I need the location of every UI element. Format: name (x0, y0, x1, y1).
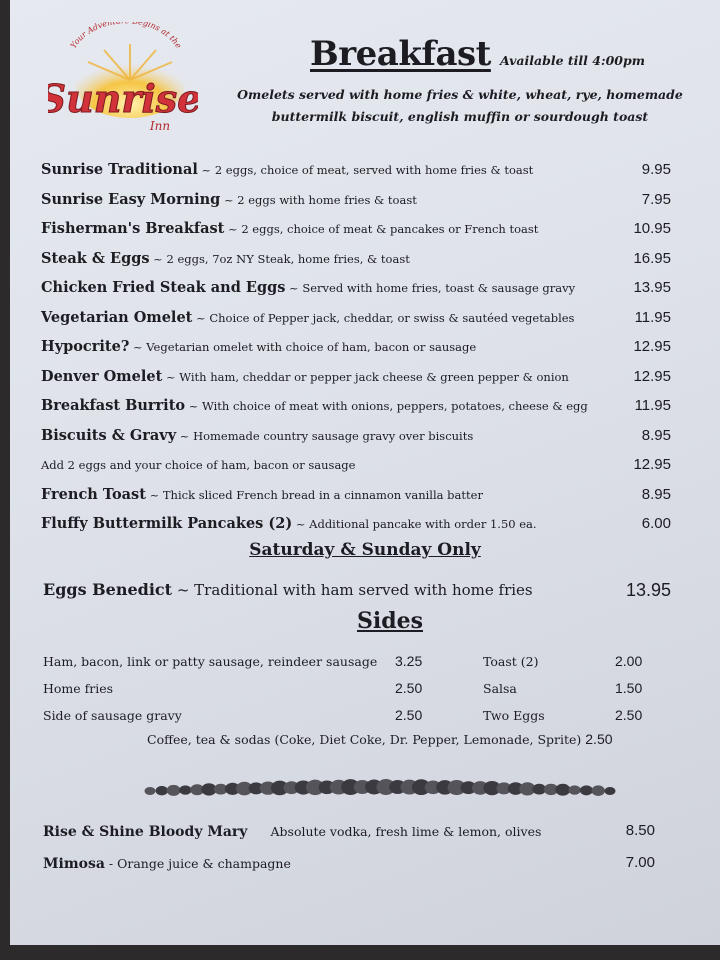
drinks-text: Coffee, tea & sodas (Coke, Diet Coke, Dr. Pepper, Lemonade, Sprite) (147, 732, 582, 747)
item-desc: ~ 2 eggs, 7oz NY Steak, home fries, & toast (149, 251, 410, 266)
side-price: 2.50 (615, 707, 643, 723)
item-price: 8.95 (641, 426, 671, 444)
item-desc: ~ With ham, cheddar or pepper jack cheese & green pepper & onion (162, 369, 569, 384)
item-desc: ~ 2 eggs, choice of meat, served with home fries & toast (197, 163, 534, 177)
side-price: 2.00 (615, 653, 643, 669)
item-price: 11.95 (634, 308, 671, 326)
bead (591, 785, 604, 795)
item-price: 6.00 (641, 515, 671, 532)
item-desc: ~ Served with home fries, toast & sausage gravy (285, 281, 576, 295)
item-name: Hypocrite? (41, 338, 130, 355)
item-price: 8.95 (641, 485, 671, 503)
menu-item (41, 480, 671, 510)
menu-item (41, 391, 671, 421)
item-price: 16.95 (633, 249, 671, 267)
bead (156, 786, 168, 795)
item-desc: Add 2 eggs and your choice of ham, bacon or sausage (41, 458, 356, 472)
breakfast-menu (41, 155, 671, 539)
cocktail-item (43, 847, 655, 879)
item-name: Sunrise Traditional (41, 161, 198, 178)
item-name: Chicken Fried Steak and Eggs (41, 279, 286, 296)
logo-tagline: Your Adven egins at the (68, 22, 184, 50)
item-name: Steak & Eggs (41, 249, 150, 267)
side-price: 2.50 (395, 680, 423, 696)
cocktail-item (43, 815, 655, 847)
side-name: Two Eggs (483, 708, 545, 723)
bead (568, 785, 580, 794)
cocktail-name: Rise & Shine Bloody Mary (43, 824, 248, 840)
side-row (43, 648, 683, 675)
logo-name: Sunrise (48, 76, 198, 121)
cocktail-price: 7.00 (625, 854, 655, 871)
item-desc: ~ Choice of Pepper jack, cheddar, or swiss & sautéed vegetables (192, 310, 575, 325)
item-name: Biscuits & Gravy (41, 426, 177, 444)
item-price: 11.95 (634, 397, 671, 414)
availability-note: Available till 4:00pm (499, 53, 645, 68)
bead (580, 785, 593, 795)
item-price: 12.95 (633, 338, 671, 355)
item-price: 9.95 (641, 161, 671, 178)
bead (179, 785, 191, 794)
item-desc: ~ 2 eggs with home fries & toast (220, 192, 417, 207)
menu-item (41, 450, 671, 480)
cocktail-desc: - Orange juice & champagne (104, 856, 291, 871)
side-row (43, 675, 683, 702)
bead (555, 784, 570, 796)
cocktail-price: 8.50 (625, 822, 655, 839)
item-desc: ~ Thick sliced French bread in a cinnamon vanilla batter (145, 487, 483, 502)
menu-item (41, 421, 671, 451)
item-price: 12.95 (633, 367, 671, 385)
bead (145, 787, 156, 795)
side-name: Side of sausage gravy (43, 708, 182, 723)
item-desc: ~ 2 eggs, choice of meat & pancakes or French toast (224, 222, 539, 236)
side-price: 1.50 (615, 680, 643, 696)
omelet-note: Omelets served with home fries & white, wheat, rye, homemade buttermilk biscuit, english muffin or sourdough toast (237, 87, 683, 124)
item-price: 13.95 (633, 279, 671, 296)
bead (167, 785, 181, 796)
weekend-heading: Saturday & Sunday Only (249, 540, 481, 560)
item-name: Sunrise Easy Morning (41, 190, 221, 208)
sunrise-logo (48, 22, 198, 140)
logo-sub: Inn (149, 119, 171, 133)
title-row (310, 34, 645, 74)
menu-item (41, 362, 671, 392)
menu-item (41, 214, 671, 244)
menu-item (41, 273, 671, 303)
side-name: Ham, bacon, link or patty sausage, reindeer sausage (43, 654, 378, 669)
drinks-line (147, 731, 613, 747)
drinks-price: 2.50 (585, 731, 613, 747)
menu-item (41, 509, 671, 539)
side-price: 3.25 (395, 653, 423, 669)
item-name: Denver Omelet (41, 367, 163, 385)
cocktail-name: Mimosa (43, 856, 105, 872)
menu-item (41, 185, 671, 215)
side-name: Salsa (483, 681, 517, 696)
item-desc: ~ Homemade country sausage gravy over biscuits (176, 428, 474, 443)
sunrise-logo-graphic (48, 22, 198, 140)
menu-item (41, 332, 671, 362)
item-desc: ~ With choice of meat with onions, peppers, potatoes, cheese & egg (185, 399, 588, 413)
item-name: Vegetarian Omelet (41, 308, 193, 326)
item-name: Fisherman's Breakfast (41, 220, 225, 237)
item-name: Fluffy Buttermilk Pancakes (2) (41, 515, 293, 532)
side-row (43, 702, 683, 729)
item-desc: ~ Vegetarian omelet with choice of ham, bacon or sausage (129, 340, 477, 354)
menu-item (41, 244, 671, 274)
sides-list (43, 648, 683, 729)
bead (605, 787, 616, 795)
cocktail-desc: Absolute vodka, fresh lime & lemon, olives (270, 824, 542, 839)
item-name: Breakfast Burrito (41, 397, 186, 414)
item-price: 13.95 (625, 580, 671, 600)
cocktail-list (43, 815, 655, 879)
menu-item (41, 155, 671, 185)
side-name: Toast (2) (483, 654, 539, 669)
side-price: 2.50 (395, 707, 423, 723)
item-desc: ~ Traditional with ham served with home fries (172, 581, 533, 599)
sides-heading: Sides (356, 608, 423, 634)
page-title: Breakfast (310, 34, 491, 74)
beaded-divider (140, 776, 620, 802)
svg-text:Your Adventure Begins at the (69, 22, 184, 50)
item-name: Eggs Benedict (43, 580, 173, 599)
item-desc: ~ Additional pancake with order 1.50 ea. (292, 517, 537, 531)
weekend-item (43, 576, 671, 604)
item-price: 7.95 (641, 190, 671, 208)
side-name: Home fries (43, 681, 114, 696)
menu-page (10, 0, 720, 945)
menu-item (41, 303, 671, 333)
item-price: 12.95 (633, 456, 671, 473)
item-price: 10.95 (633, 220, 671, 237)
item-name: French Toast (41, 485, 146, 503)
